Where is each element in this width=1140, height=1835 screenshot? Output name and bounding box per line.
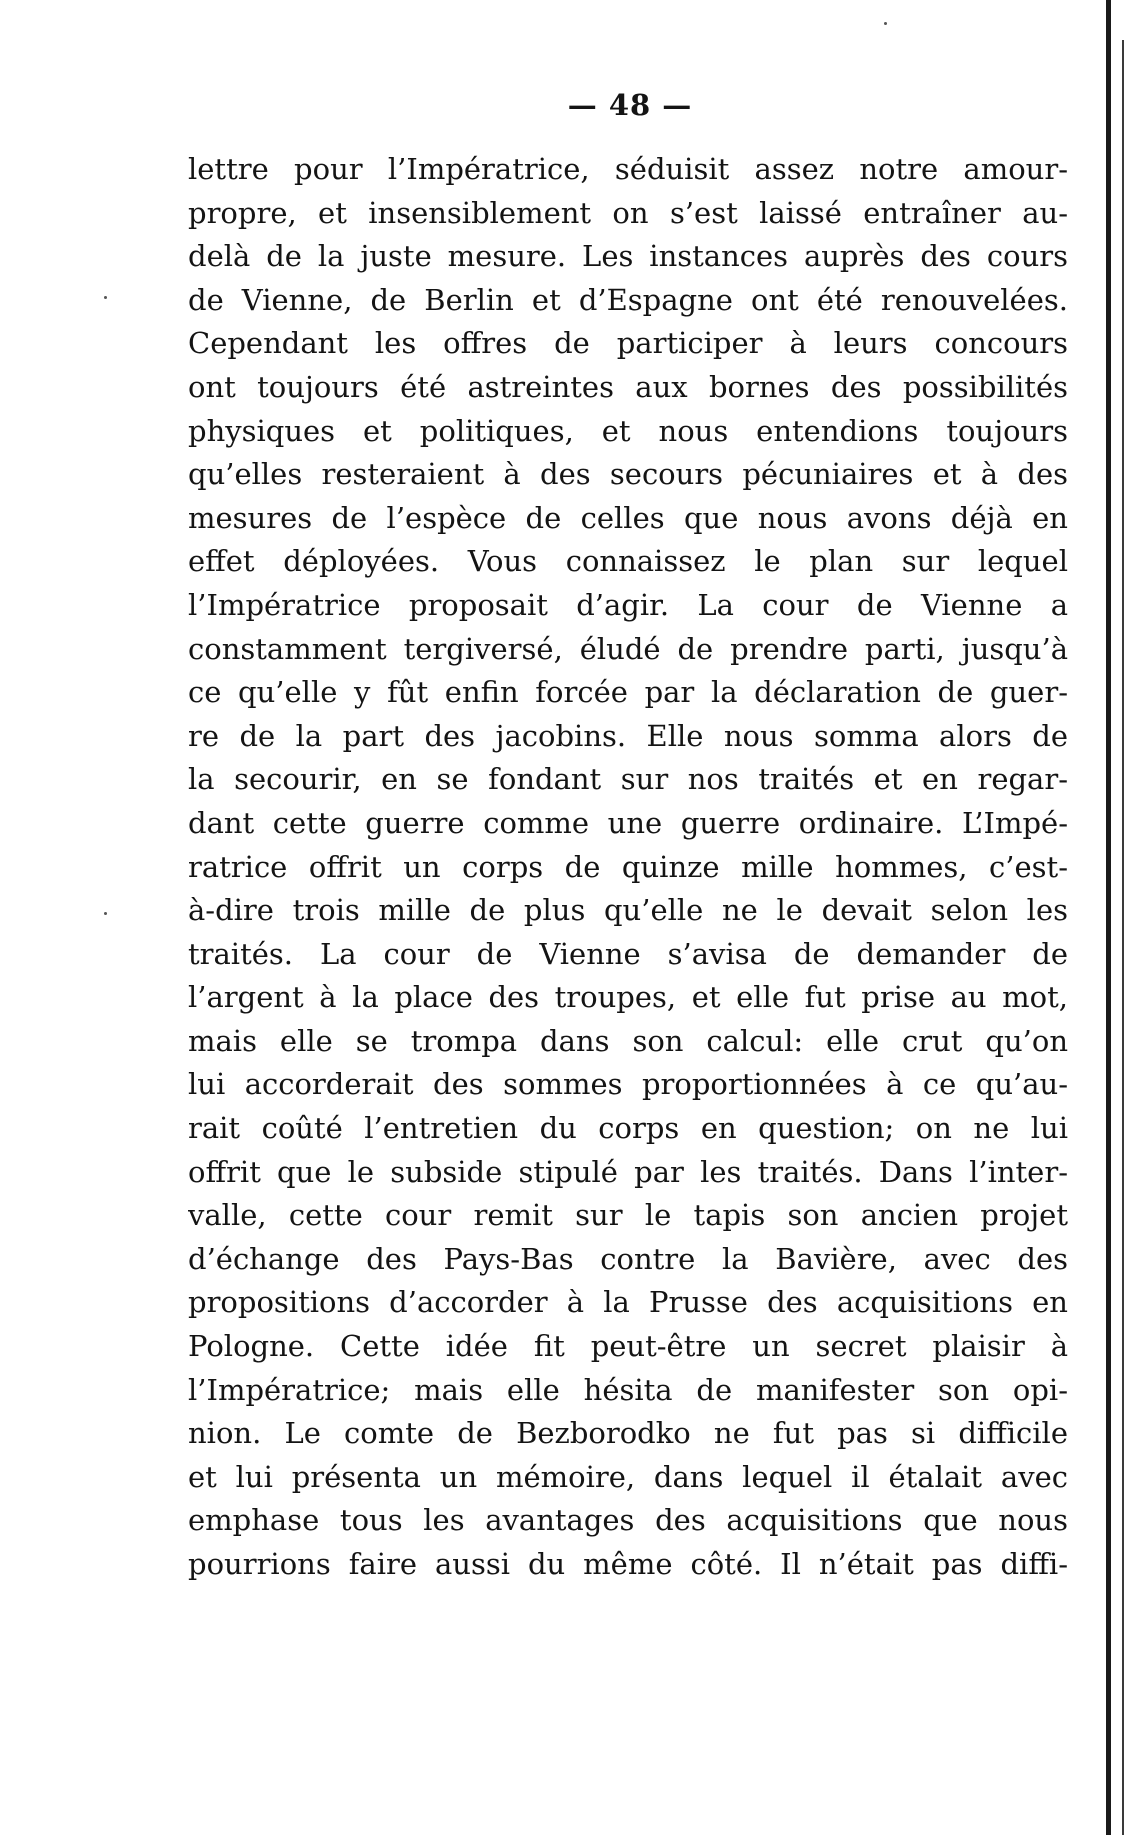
paper-speck (884, 22, 887, 25)
text-line: ratrice offrit un corps de quinze mille hommes, c’est- (188, 849, 1068, 884)
text-line: emphase tous les avantages des acquisitions que nous (188, 1503, 1068, 1538)
text-line: re de la part des jacobins. Elle nous somma alors de (188, 718, 1068, 753)
text-line: ce qu’elle y fût enfin forcée par la déclaration de guer- (188, 675, 1068, 710)
page-number: — 48 — (567, 88, 693, 122)
text-line: mesures de l’espèce de celles que nous avons déjà en (188, 500, 1068, 535)
text-line: d’échange des Pays-Bas contre la Bavière, avec des (188, 1241, 1068, 1276)
text-line: à-dire trois mille de plus qu’elle ne le devait selon les (188, 893, 1068, 928)
text-line: propositions d’accorder à la Prusse des acquisitions en (188, 1285, 1068, 1320)
paper-speck (104, 912, 107, 915)
text-line: ont toujours été astreintes aux bornes des possibilités (188, 369, 1068, 404)
text-line: lui accorderait des sommes proportionnées à ce qu’au- (188, 1067, 1068, 1102)
text-line: Pologne. Cette idée fit peut-être un secret plaisir à (188, 1329, 1068, 1364)
text-line: physiques et politiques, et nous entendions toujours (188, 413, 1068, 448)
paper-speck (104, 296, 107, 299)
text-line: l’Impératrice proposait d’agir. La cour de Vienne a (188, 587, 1068, 622)
text-line: mais elle se trompa dans son calcul: elle crut qu’on (188, 1023, 1068, 1058)
text-line: propre, et insensiblement on s’est laissé entraîner au- (188, 195, 1068, 230)
body-text (188, 148, 1068, 1587)
text-line: delà de la juste mesure. Les instances auprès des cours (188, 239, 1068, 274)
text-line: la secourir, en se fondant sur nos traités et en regar- (188, 762, 1068, 797)
text-line: nion. Le comte de Bezborodko ne fut pas si difficile (188, 1416, 1068, 1451)
text-line: constamment tergiversé, éludé de prendre parti, jusqu’à (188, 631, 1068, 666)
text-line: pourrions faire aussi du même côté. Il n’était pas diffi- (188, 1547, 1068, 1581)
text-line: de Vienne, de Berlin et d’Espagne ont été renouvelées. (188, 282, 1068, 317)
page-edge-rule (1106, 0, 1111, 1835)
text-line: dant cette guerre comme une guerre ordinaire. L’Impé- (188, 805, 1068, 840)
page-edge-rule-thin (1122, 40, 1124, 1835)
text-line: Cependant les offres de participer à leurs concours (188, 326, 1068, 361)
text-line: traités. La cour de Vienne s’avisa de demander de (188, 936, 1068, 971)
text-line: l’argent à la place des troupes, et elle fut prise au mot, (188, 980, 1068, 1015)
text-line: et lui présenta un mémoire, dans lequel il étalait avec (188, 1459, 1068, 1494)
text-line: rait coûté l’entretien du corps en question; on ne lui (188, 1111, 1068, 1146)
text-line: offrit que le subside stipulé par les traités. Dans l’inter- (188, 1154, 1068, 1189)
text-line: l’Impératrice; mais elle hésita de manifester son opi- (188, 1372, 1068, 1407)
text-line: qu’elles resteraient à des secours pécuniaires et à des (188, 457, 1068, 492)
text-line: lettre pour l’Impératrice, séduisit assez notre amour- (188, 152, 1068, 186)
text-line: valle, cette cour remit sur le tapis son ancien projet (188, 1198, 1068, 1233)
text-line: effet déployées. Vous connaissez le plan sur lequel (188, 544, 1068, 579)
